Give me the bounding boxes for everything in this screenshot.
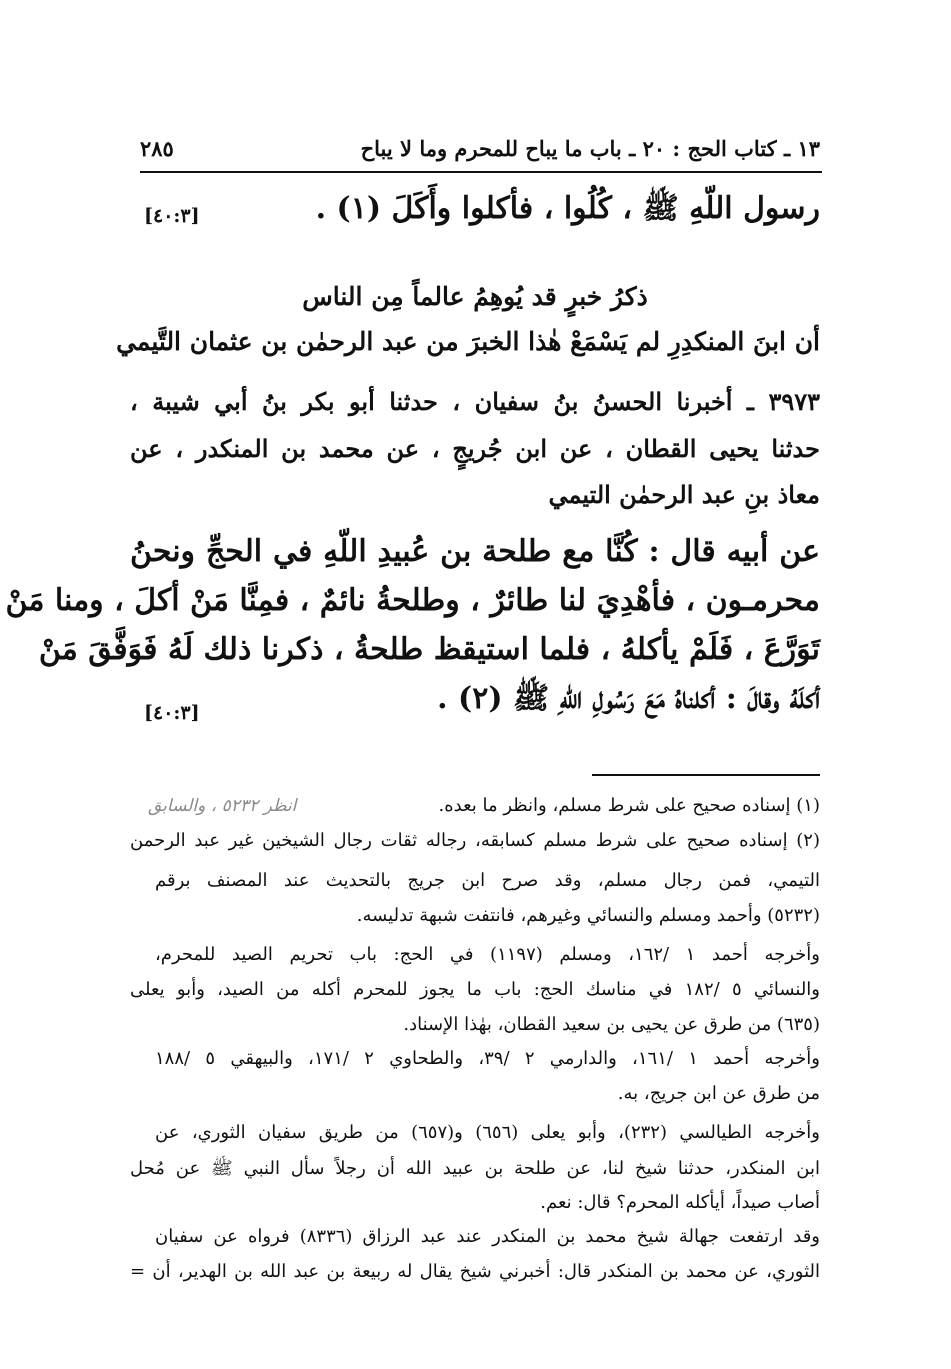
page-number: ٢٨٥ bbox=[140, 135, 174, 161]
matn-line: تَوَرَّعَ ، فَلَمْ يأكلهُ ، فلما استيقظ طلحةُ ، ذكرنا ذلك لَهُ فَوَفَّقَ مَنْ bbox=[38, 632, 820, 667]
matn-line: عن أبيه قال : كُنَّا مع طلحة بن عُبيدِ اللّهِ في الحجِّ ونحنُ bbox=[130, 534, 820, 569]
chapter-heading-line-1: ذكرُ خبرٍ قد يُوهِمُ عالماً مِن الناس bbox=[302, 282, 648, 311]
reference-mark: [٤٠:٣] bbox=[144, 702, 200, 724]
footnote-line: من طرق عن ابن جريج، به. bbox=[617, 1083, 820, 1104]
footnote-line: (٦٣٥) من طرق عن يحيى بن سعيد القطان، بهٰذا الإسناد. bbox=[403, 1014, 820, 1035]
footnote-divider bbox=[592, 774, 820, 776]
chapter-heading-line-2: أن ابنَ المنكدِرِ لم يَسْمَعْ هٰذا الخبرَ من عبد الرحمٰن بن عثمان التَّيمي bbox=[116, 327, 820, 356]
footnote-line: وأخرجه أحمد ١ /١٦٢، ومسلم (١١٩٧) في الحج: باب تحريم الصيد للمحرم، bbox=[155, 944, 820, 965]
footnote-line: والنسائي ٥ /١٨٢ في مناسك الحج: باب ما يجوز للمحرم أكله من الصيد، وأبو يعلى bbox=[130, 979, 820, 1000]
footnote-line: (٢) إسناده صحيح على شرط مسلم كسابقه، رجاله ثقات رجال الشيخين غير عبد الرحمن bbox=[130, 830, 820, 851]
isnad-line: حدثنا يحيى القطان ، عن ابن جُريجٍ ، عن محمد بن المنكدر ، عن bbox=[130, 434, 820, 463]
header-divider bbox=[140, 171, 822, 173]
footnote-line: وأخرجه الطيالسي (٢٣٢)، وأبو يعلى (٦٥٦) و(٦٥٧) من طريق سفيان الثوري، عن bbox=[155, 1122, 820, 1143]
running-title: ١٣ ـ كتاب الحج : ٢٠ ـ باب ما يباح للمحرم وما لا يباح bbox=[360, 135, 820, 161]
matn-line: محرمـون ، فأهْدِيَ لنا طائرٌ ، وطلحةُ نائمٌ ، فمِنَّا مَنْ أكلَ ، ومنا مَنْ bbox=[5, 583, 820, 618]
isnad-line: معاذ بنِ عبد الرحمٰن التيمي bbox=[548, 480, 820, 509]
footnote-line: وأخرجه أحمد ١ /١٦١، والدارمي ٢ /٣٩، والطحاوي ٢ /١٧١، والبيهقي ٥ /١٨٨ bbox=[155, 1048, 820, 1069]
isnad-line: ٣٩٧٣ ـ أخبرنا الحسنُ بنُ سفيان ، حدثنا أبو بكر بنُ أبي شيبة ، bbox=[130, 387, 820, 416]
footnote-line: ابن المنكدر، حدثنا شيخ لنا، عن طلحة بن عبيد الله أن رجلاً سأل النبي ﷺ عن مُحل bbox=[130, 1158, 820, 1179]
footnote-line: التيمي، فمن رجال مسلم، وقد صرح ابن جريج بالتحديث عند المصنف برقم bbox=[155, 870, 820, 891]
footnote-line: (٥٢٣٢) وأحمد ومسلم والنسائي وغيرهم، فانتفت شبهة تدليسه. bbox=[356, 905, 820, 926]
continuation-text: رسول اللّهِ ﷺ ، كُلُوا ، فأكلوا وأَكَلَ (١) . bbox=[315, 191, 820, 226]
running-header bbox=[140, 128, 820, 168]
reference-mark: [٤٠:٣] bbox=[144, 205, 200, 227]
footnote-line: وقد ارتفعت جهالة شيخ محمد بن المنكدر عند عبد الرزاق (٨٣٣٦) فرواه عن سفيان bbox=[155, 1226, 820, 1247]
footnote-line: أصاب صيداً، أيأكله المحرم؟ قال: نعم. bbox=[540, 1192, 820, 1213]
footnote-line: الثوري، عن محمد بن المنكدر قال: أخبرني شيخ يقال له ربيعة بن عبد الله بن الهدير، أن = bbox=[130, 1261, 820, 1282]
matn-line: أكلَهُ وقالَ : أكلناهُ مَعَ رَسُولِ اللّهِ ﷺ (٢) . bbox=[437, 681, 820, 716]
footnote-line: (١) إسناده صحيح على شرط مسلم، وانظر ما بعده. bbox=[438, 795, 820, 816]
handwritten-note: انظر ٥٢٣٢ ، والسابق bbox=[148, 796, 297, 816]
